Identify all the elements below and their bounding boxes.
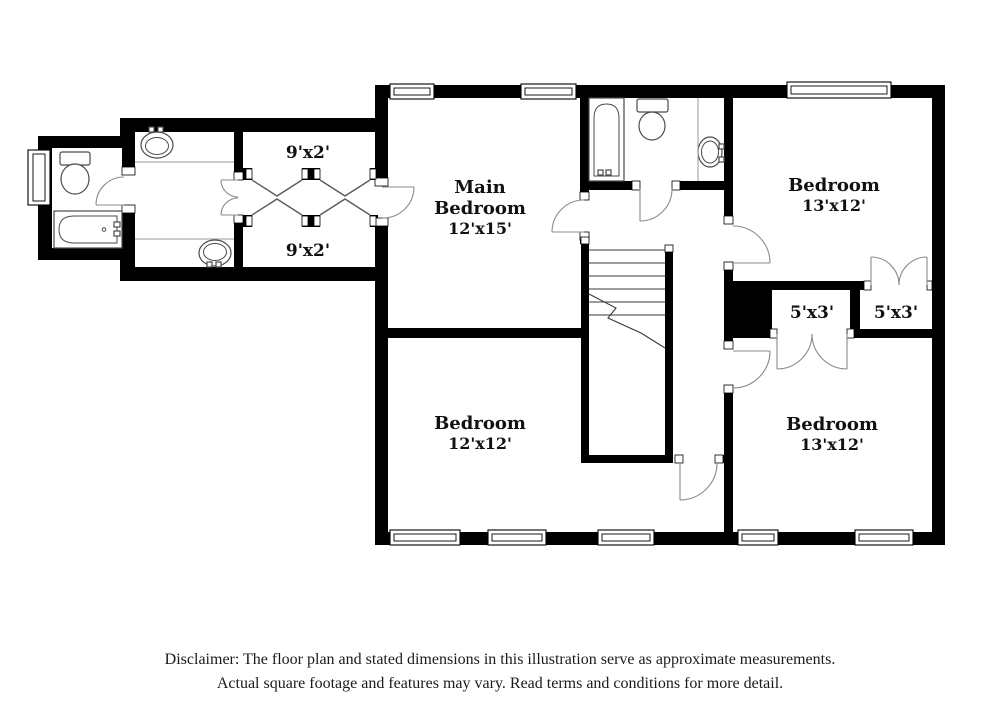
bedroom-bottom-right-label: Bedroom <box>786 414 878 435</box>
bedroom-bottom-left-dims: 12'x12' <box>448 434 512 453</box>
bedroom-top-right-label: Bedroom <box>788 175 880 196</box>
door-icon <box>733 226 770 263</box>
door-icon <box>680 463 717 500</box>
window-icon <box>787 82 891 98</box>
door-icon <box>733 351 770 388</box>
main-bedroom-label-line2: Bedroom <box>434 198 526 219</box>
door-icon <box>96 177 124 205</box>
stairs-icon <box>589 250 665 348</box>
toilet-icon <box>637 99 668 140</box>
main-bedroom-label-line1: Main <box>454 177 506 198</box>
closet-far-right-dims: 5'x3' <box>873 303 919 323</box>
sink-icon <box>199 240 231 267</box>
window-icon <box>521 84 576 99</box>
closet-center-right-dims: 5'x3' <box>789 303 835 323</box>
door-icon <box>382 187 414 218</box>
double-door-icon <box>777 334 847 369</box>
door-icon <box>640 189 672 221</box>
window-icon <box>390 530 460 545</box>
bathtub-icon <box>54 211 122 248</box>
closet-top-left-dims: 9'x2' <box>285 143 331 163</box>
double-door-icon <box>871 257 927 285</box>
window-icon <box>598 530 654 545</box>
bedroom-top-right-dims: 13'x12' <box>802 196 866 215</box>
disclaimer-line1: Disclaimer: The floor plan and stated dimensions in this illustration serve as approximate measurements. <box>164 651 836 668</box>
sink-icon <box>698 137 724 167</box>
window-icon <box>390 84 434 99</box>
bedroom-bottom-left-label: Bedroom <box>434 413 526 434</box>
disclaimer <box>165 651 836 692</box>
window-icon <box>488 530 546 545</box>
bathtub-icon <box>589 98 624 181</box>
main-bedroom-dims: 12'x15' <box>448 219 512 238</box>
double-door-icon <box>221 180 238 215</box>
disclaimer-line2: Actual square footage and features may vary. Read terms and conditions for more detail. <box>216 675 784 692</box>
bifold-door-icon <box>252 180 370 215</box>
bedroom-bottom-right-dims: 13'x12' <box>800 435 864 454</box>
closet-bottom-left-dims: 9'x2' <box>285 241 331 261</box>
window-icon <box>738 530 778 545</box>
window-icon <box>28 150 50 205</box>
fixtures <box>54 98 724 348</box>
toilet-icon <box>60 152 90 194</box>
window-icon <box>855 530 913 545</box>
door-icon <box>552 200 584 232</box>
